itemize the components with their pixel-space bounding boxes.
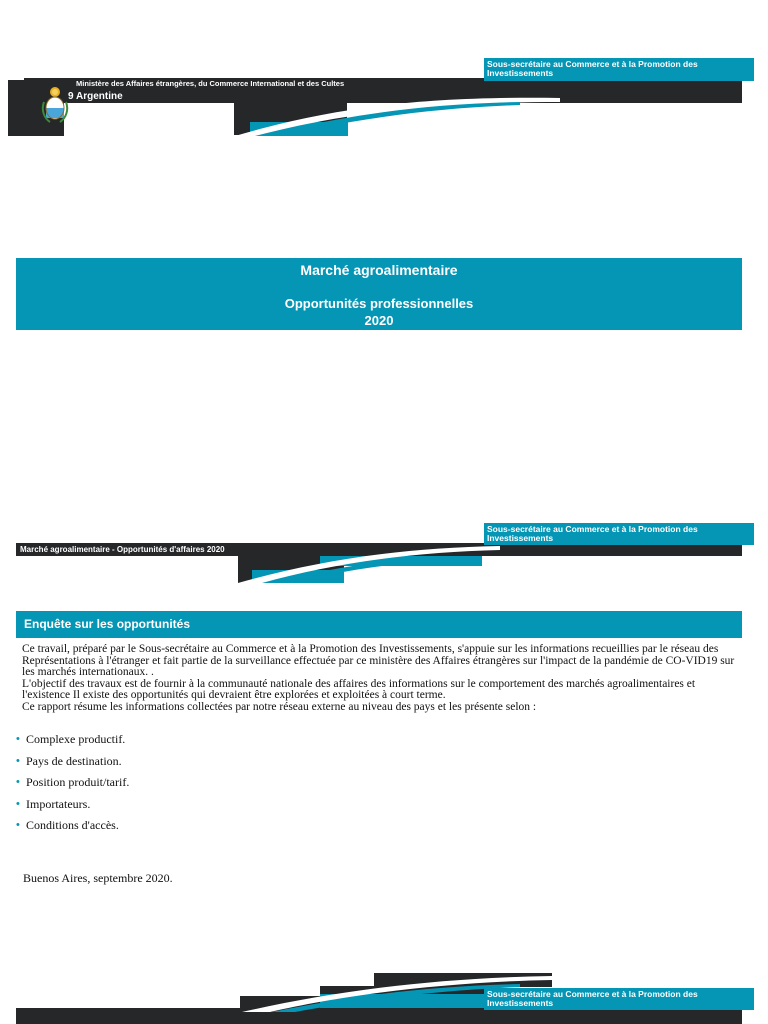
country-name: Argentine xyxy=(75,91,123,102)
country-line xyxy=(68,91,123,102)
ministry-name: Ministère des Affaires étrangères, du Commerce International et des Cultes xyxy=(76,79,345,88)
footer-band xyxy=(0,968,768,1024)
list-item-text: Conditions d'accès. xyxy=(26,818,119,832)
bullet-icon: • xyxy=(16,733,20,745)
list-item-text: Pays de destination. xyxy=(26,753,122,768)
page2-running-title: Marché agroalimentaire - Opportunités d'affaires 2020 xyxy=(20,545,225,554)
section-title: Enquête sur les opportunités xyxy=(24,617,191,631)
header-subsecretariat-text: Sous-secrétaire au Commerce et à la Promotion des Investissements xyxy=(487,59,698,78)
header-subsecretariat-box xyxy=(484,58,754,81)
body-paragraphs xyxy=(22,644,740,713)
list-item-text: Complexe productif. xyxy=(26,732,126,746)
list-item xyxy=(16,819,416,841)
paragraph-2: L'objectif des travaux est de fournir à la communauté nationale des affaires des informations sur le comportement des marchés agroalimentaires et l'existence Il existe des opportunités qui devraient être explorées et exploitées à court terme. xyxy=(22,677,696,701)
cover-title-box xyxy=(16,258,742,330)
country-prefix: 9 xyxy=(68,91,74,102)
list-item xyxy=(16,755,416,777)
cover-year: 2020 xyxy=(364,313,394,328)
signoff: Buenos Aires, septembre 2020. xyxy=(23,871,173,885)
list-item-text: Importateurs. xyxy=(26,796,91,811)
argentina-coat-of-arms-icon xyxy=(40,86,70,126)
footer-subsecretariat-text: Sous-secrétaire au Commerce et à la Promotion des Investissements xyxy=(487,989,698,1008)
footer-subsecretariat-box xyxy=(484,988,754,1010)
bullet-icon: • xyxy=(16,776,20,788)
header-band xyxy=(0,56,768,140)
cover-subtitle: Opportunités professionnelles xyxy=(284,296,474,311)
bullet-icon: • xyxy=(16,754,20,767)
list-item-text: Position produit/tarif. xyxy=(26,775,130,789)
topic-list xyxy=(16,733,416,841)
bullet-icon: • xyxy=(16,819,20,831)
paragraph-3: Ce rapport résume les informations collectées par notre réseau externe au niveau des pays et les présente selon : xyxy=(22,700,537,713)
cover-title: Marché agroalimentaire xyxy=(300,262,458,278)
page2-header-band xyxy=(0,522,768,586)
page2-subsecretariat-box xyxy=(484,523,754,545)
section-title-bar xyxy=(16,611,742,638)
list-item xyxy=(16,733,416,755)
list-item xyxy=(16,776,416,798)
page2-subsecretariat-text: Sous-secrétaire au Commerce et à la Promotion des Investissements xyxy=(487,524,698,543)
paragraph-1: Ce travail, préparé par le Sous-secrétaire au Commerce et à la Promotion des Investissements, s'appuie sur les informations recueillies par le réseau des Représentations à l'étranger et fait partie de la surveillance effectuée par ce ministère des Affaires étrangères sur l'impact de la pandémie de CO-VID19 sur les marchés internationaux. . xyxy=(22,643,735,678)
list-item xyxy=(16,798,416,820)
bullet-icon: • xyxy=(16,797,20,810)
